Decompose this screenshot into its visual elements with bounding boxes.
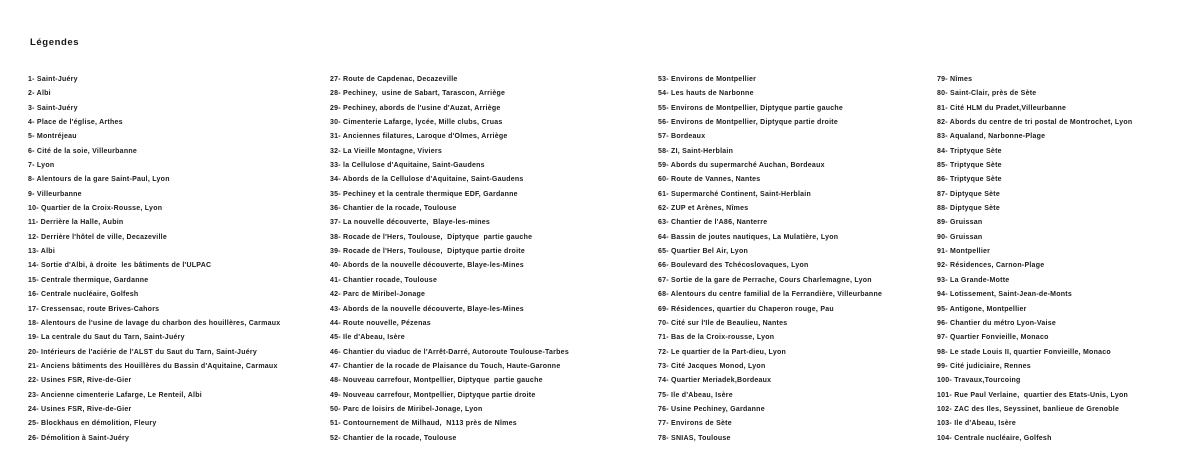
legend-item: 66- Boulevard des Tchécoslovaques, Lyon — [658, 262, 809, 270]
legend-item: 91- Montpellier — [937, 248, 991, 256]
legend-item: 42- Parc de Miribel-Jonage — [330, 291, 426, 299]
legend-item: 103- Ile d'Abeau, Isère — [937, 420, 1017, 428]
legend-item: 82- Abords du centre de tri postal de Montrochet, Lyon — [937, 119, 1133, 127]
legend-item: 57- Bordeaux — [658, 133, 706, 141]
legend-item: 76- Usine Pechiney, Gardanne — [658, 405, 765, 413]
legend-item: 32- La Vieille Montagne, Viviers — [330, 147, 443, 155]
legend-item: 31- Anciennes filatures, Laroque d'Olmes, Arriège — [330, 133, 508, 141]
legend-item: 87- Diptyque Sète — [937, 190, 1000, 198]
legend-item: 53- Environs de Montpellier — [658, 76, 757, 83]
legend-item: 68- Alentours du centre familial de la Ferrandière, Villeurbanne — [658, 291, 883, 299]
legend-item: 3- Saint-Juéry — [28, 104, 78, 112]
legend-item: 38- Rocade de l'Hers, Toulouse, Diptyque partie gauche — [330, 233, 533, 241]
legend-item: 64- Bassin de joutes nautiques, La Mulatière, Lyon — [658, 233, 839, 241]
legend-item: 41- Chantier rocade, Toulouse — [330, 276, 438, 284]
legend-item: 62- ZUP et Arènes, Nîmes — [658, 205, 749, 213]
legend-item: 102- ZAC des Iles, Seyssinet, banlieue de Grenoble — [937, 405, 1120, 413]
legend-item: 99- Cité judiciaire, Rennes — [937, 362, 1031, 370]
legend-item: 16- Centrale nucléaire, Golfesh — [28, 291, 139, 299]
legend-item: 2- Albi — [28, 90, 51, 98]
legend-column-1 — [28, 73, 333, 446]
legend-item: 27- Route de Capdenac, Decazeville — [330, 76, 458, 83]
legend-item: 39- Rocade de l'Hers, Toulouse, Diptyque partie droite — [330, 248, 525, 256]
legend-item: 24- Usines FSR, Rive-de-Gier — [28, 405, 132, 413]
legend-item: 22- Usines FSR, Rive-de-Gier — [28, 377, 132, 385]
legend-item: 97- Quartier Fonvieille, Monaco — [937, 334, 1049, 342]
legend-item: 63- Chantier de l'A86, Nanterre — [658, 219, 768, 227]
legend-item: 54- Les hauts de Narbonne — [658, 90, 754, 98]
legend-item: 48- Nouveau carrefour, Montpellier, Diptyque partie gauche — [330, 377, 543, 385]
legend-item: 73- Cité Jacques Monod, Lyon — [658, 362, 766, 370]
legend-item: 67- Sortie de la gare de Perrache, Cours Charlemagne, Lyon — [658, 276, 872, 284]
legend-item: 4- Place de l'église, Arthes — [28, 119, 123, 127]
legend-item: 101- Rue Paul Verlaine, quartier des Etats-Unis, Lyon — [937, 391, 1129, 399]
legend-item: 81- Cité HLM du Pradet,Villeurbanne — [937, 104, 1067, 112]
legend-item: 74- Quartier Meriadek,Bordeaux — [658, 377, 772, 385]
legend-item: 90- Gruissan — [937, 233, 983, 241]
legend-item: 46- Chantier du viaduc de l'Arrêt-Darré, Autoroute Toulouse-Tarbes — [330, 348, 569, 356]
legend-item: 17- Cressensac, route Brives-Cahors — [28, 305, 160, 313]
legend-item: 6- Cité de la soie, Villeurbanne — [28, 147, 138, 155]
legend-item: 84- Triptyque Sète — [937, 147, 1002, 155]
legend-item: 25- Blockhaus en démolition, Fleury — [28, 420, 157, 428]
legend-item: 98- Le stade Louis II, quartier Fonvieille, Monaco — [937, 348, 1111, 356]
legend-item: 18- Alentours de l'usine de lavage du charbon des houillères, Carmaux — [28, 319, 281, 327]
legend-item: 45- Ile d'Abeau, Isère — [330, 334, 405, 342]
page-title: Légendes — [30, 37, 80, 48]
legend-item: 70- Cité sur l'Ile de Beaulieu, Nantes — [658, 319, 788, 327]
legend-item: 20- Intérieurs de l'aciérie de l'ALST du Saut du Tarn, Saint-Juéry — [28, 348, 257, 356]
legend-item: 50- Parc de loisirs de Miribel-Jonage, Lyon — [330, 405, 483, 413]
legend-item: 14- Sortie d'Albi, à droite les bâtiments de l'ULPAC — [28, 262, 212, 270]
legend-item: 26- Démolition à Saint-Juéry — [28, 434, 130, 442]
legend-item: 5- Montréjeau — [28, 133, 77, 141]
legend-item: 69- Résidences, quartier du Chaperon rouge, Pau — [658, 305, 834, 313]
legend-item: 40- Abords de la nouvelle découverte, Blaye-les-Mines — [330, 262, 524, 270]
legend-item: 92- Résidences, Carnon-Plage — [937, 262, 1045, 270]
legend-item: 65- Quartier Bel Air, Lyon — [658, 248, 749, 256]
legend-item: 33- la Cellulose d'Aquitaine, Saint-Gaudens — [330, 162, 485, 170]
legend-item: 21- Anciens bâtiments des Houillères du Bassin d'Aquitaine, Carmaux — [28, 362, 278, 370]
legend-item: 43- Abords de la nouvelle découverte, Blaye-les-Mines — [330, 305, 524, 313]
legend-item: 100- Travaux,Tourcoing — [937, 377, 1021, 385]
legend-item: 49- Nouveau carrefour, Montpellier, Diptyque partie droite — [330, 391, 536, 399]
legend-item: 8- Alentours de la gare Saint-Paul, Lyon — [28, 176, 170, 184]
legend-item: 104- Centrale nucléaire, Golfesh — [937, 434, 1052, 442]
legend-item: 86- Triptyque Sète — [937, 176, 1002, 184]
legend-item: 61- Supermarché Continent, Saint-Herblain — [658, 190, 811, 198]
legend-item: 34- Abords de la Cellulose d'Aquitaine, Saint-Gaudens — [330, 176, 524, 184]
legend-item: 35- Pechiney et la centrale thermique EDF, Gardanne — [330, 190, 518, 198]
legend-item: 96- Chantier du métro Lyon-Vaise — [937, 319, 1056, 327]
legend-item: 85- Triptyque Sète — [937, 162, 1002, 170]
legend-item: 10- Quartier de la Croix-Rousse, Lyon — [28, 205, 163, 213]
legend-item: 75- Ile d'Abeau, Isère — [658, 391, 733, 399]
legend-item: 72- Le quartier de la Part-dieu, Lyon — [658, 348, 787, 356]
legend-item: 79- Nîmes — [937, 76, 973, 83]
legend-item: 60- Route de Vannes, Nantes — [658, 176, 761, 184]
legend-item: 23- Ancienne cimenterie Lafarge, Le Renteil, Albi — [28, 391, 202, 399]
legend-item: 9- Villeurbanne — [28, 190, 82, 198]
legend-item: 36- Chantier de la rocade, Toulouse — [330, 205, 457, 213]
legend-item: 77- Environs de Sète — [658, 420, 732, 428]
legend-item: 51- Contournement de Milhaud, N113 près de Nîmes — [330, 420, 517, 428]
legend-item: 59- Abords du supermarché Auchan, Bordeaux — [658, 162, 825, 170]
legend-column-2 — [330, 73, 635, 446]
legend-item: 19- La centrale du Saut du Tarn, Saint-Juéry — [28, 334, 185, 342]
legend-item: 88- Diptyque Sète — [937, 205, 1000, 213]
legend-item: 13- Albi — [28, 248, 56, 256]
legend-item: 11- Derrière la Halle, Aubin — [28, 219, 124, 227]
legend-item: 55- Environs de Montpellier, Diptyque partie gauche — [658, 104, 844, 112]
legend-item: 89- Gruissan — [937, 219, 983, 227]
legend-item: 71- Bas de la Croix-rousse, Lyon — [658, 334, 775, 342]
legend-item: 83- Aqualand, Narbonne-Plage — [937, 133, 1046, 141]
legend-item: 28- Pechiney, usine de Sabart, Tarascon, Arriège — [330, 90, 506, 98]
legend-item: 1- Saint-Juéry — [28, 76, 78, 83]
legend-item: 37- La nouvelle découverte, Blaye-les-mines — [330, 219, 491, 227]
legend-item: 78- SNIAS, Toulouse — [658, 434, 731, 442]
legend-item: 93- La Grande-Motte — [937, 276, 1010, 284]
legend-item: 56- Environs de Montpellier, Diptyque partie droite — [658, 119, 839, 127]
legend-item: 94- Lotissement, Saint-Jean-de-Monts — [937, 291, 1073, 299]
legend-item: 29- Pechiney, abords de l'usine d'Auzat, Arriège — [330, 104, 501, 112]
legend-item: 95- Antigone, Montpellier — [937, 305, 1027, 313]
legend-column-3 — [658, 73, 963, 446]
legend-item: 44- Route nouvelle, Pézenas — [330, 319, 431, 327]
legend-item: 7- Lyon — [28, 162, 55, 170]
legend-item: 58- ZI, Saint-Herblain — [658, 147, 734, 155]
legend-item: 30- Cimenterie Lafarge, lycée, Mille clubs, Cruas — [330, 119, 503, 127]
legend-item: 15- Centrale thermique, Gardanne — [28, 276, 149, 284]
legend-item: 52- Chantier de la rocade, Toulouse — [330, 434, 457, 442]
legend-item: 47- Chantier de la rocade de Plaisance du Touch, Haute-Garonne — [330, 362, 561, 370]
legend-column-4 — [937, 73, 1200, 446]
legend-item: 80- Saint-Clair, près de Sète — [937, 90, 1037, 98]
legend-item: 12- Derrière l'hôtel de ville, Decazeville — [28, 233, 168, 241]
